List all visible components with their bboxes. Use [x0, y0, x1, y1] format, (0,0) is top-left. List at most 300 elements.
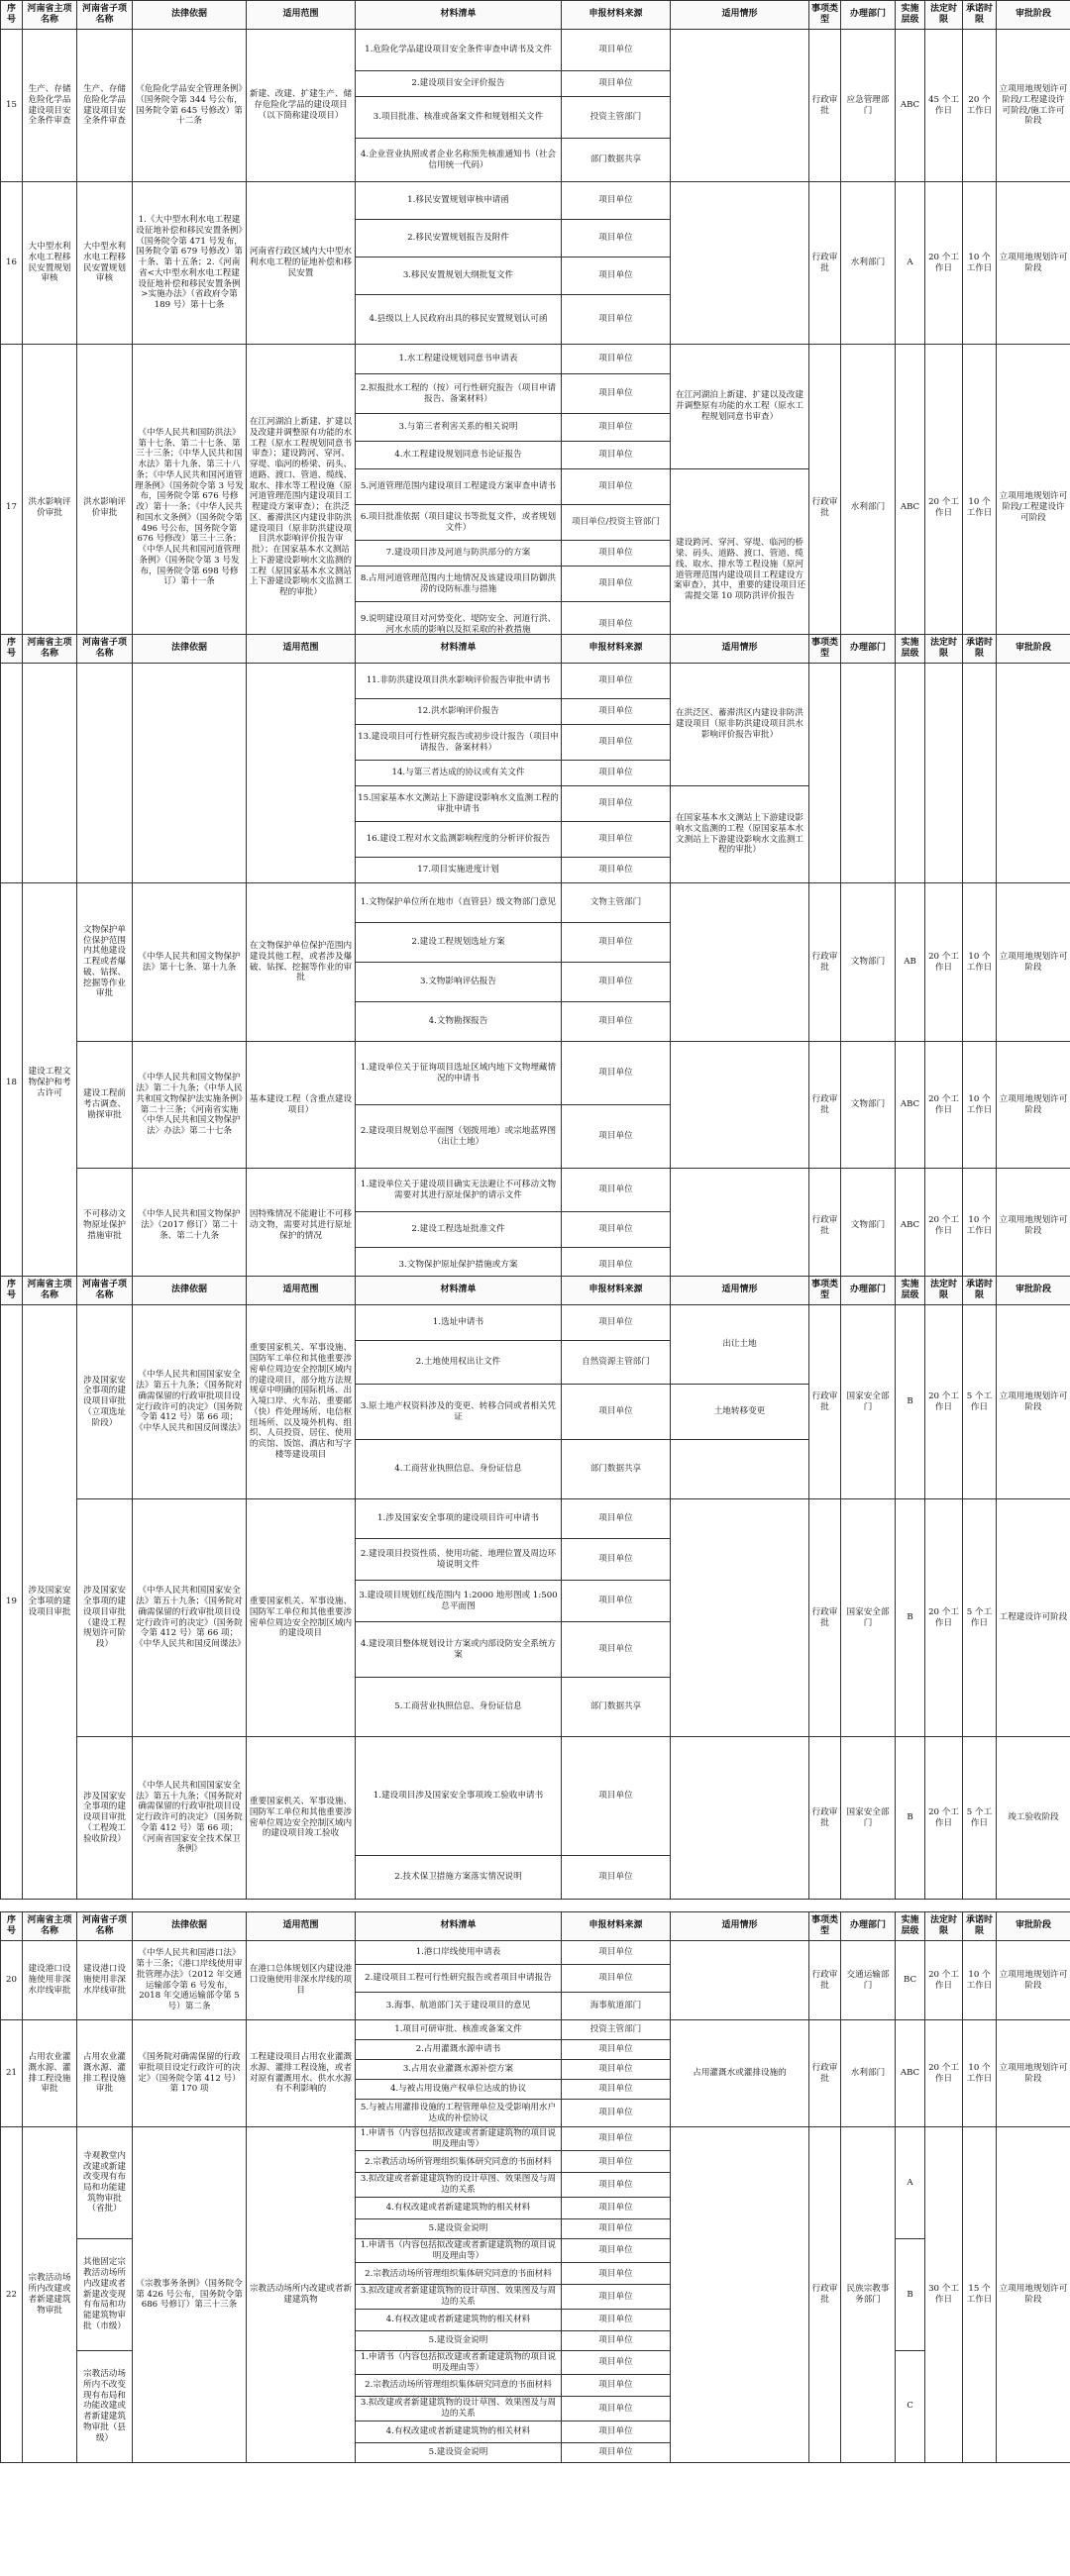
header-stage: 审批阶段 [997, 1, 1070, 30]
row-promise: 10 个工作日 [963, 345, 997, 671]
material-source: 项目单位 [562, 2173, 671, 2197]
row-basis: 《中华人民共和国国家安全法》第五十九条；《国务院对确需保留的行政审批项目设定行政许可的决定》（国务院令第 412 号）第 66 项；《河南省国家安全技术保卫条例》 [133, 1737, 247, 1900]
material-source: 项目单位 [562, 602, 671, 648]
row-sub: 建设工程前考古调查、勘探审批 [77, 1042, 133, 1169]
material-source: 项目单位 [562, 822, 671, 858]
header-source: 申报材料来源 [562, 1277, 671, 1305]
header-seq: 序号 [1, 1912, 23, 1941]
row-type: 行政审批 [809, 345, 841, 671]
material-source: 项目单位 [562, 1169, 671, 1212]
header-item: 河南省主项名称 [23, 1912, 77, 1941]
row-legal: 20 个工作日 [925, 182, 963, 345]
header-sub: 河南省子项名称 [77, 1, 133, 30]
row-stage: 工程建设许可阶段 [997, 1499, 1070, 1737]
row-level: A [896, 182, 925, 345]
material-source: 项目单位 [562, 2309, 671, 2330]
material-item: 17.项目实施进度计划 [356, 858, 562, 883]
row-level: B [896, 1737, 925, 1900]
header-basis: 法律依据 [133, 1912, 247, 1941]
material-item: 1.申请书（内容包括拟改建或者新建建筑物的项目说明及理由等） [356, 2238, 562, 2262]
material-item: 15.国家基本水文测站上下游建设影响水文监测工程的审批申请书 [356, 786, 562, 822]
approval-table [0, 1911, 1070, 2463]
table-section-2 [0, 634, 1070, 1284]
header-materials: 材料清单 [356, 635, 562, 664]
table-section-3 [0, 1276, 1070, 1900]
header-basis: 法律依据 [133, 1277, 247, 1305]
row-sub: 占用农业灌溉水源、灌排工程设施审批 [77, 2020, 133, 2127]
table-row [1, 1737, 1070, 1856]
header-legal: 法定时限 [925, 1277, 963, 1305]
header-promise: 承诺时限 [963, 1, 997, 30]
row-scope: 重要国家机关、军事设施、国防军工单位和其他重要涉密单位周边安全控制区域内的建设项目，部分地方法规规章中明确的国际机场、出入境口岸、火车站、重要邮（快）件处理场所、电信枢纽场所、以及境外机构、组织、人员投资、居住、使用的宾馆、饭馆、酒店和写字楼等建设项目 [247, 1305, 356, 1499]
approval-table [0, 0, 1070, 671]
header-situation: 适用情形 [671, 1, 809, 30]
material-item: 3.文物影响评估报告 [356, 963, 562, 1002]
header-situation: 适用情形 [671, 1277, 809, 1305]
row-seq: 16 [1, 182, 23, 345]
row-situation: 建设跨河、穿河、穿堤、临河的桥梁、码头、道路、渡口、管道、缆线、取水、排水等工程设施（原河道管理范围内建设项目工程建设方案审查），其中，重要的建设项目还需提交第 10 项防洪评价报告 [671, 469, 809, 671]
material-source: 项目单位 [562, 2397, 671, 2421]
header-promise: 承诺时限 [963, 1912, 997, 1941]
row-situation: 在江河湖泊上新建、扩建以及改建并调整原有功能的水工程（原水工程规划同意书审查） [671, 345, 809, 469]
row-item: 大中型水利水电工程移民安置规划审核 [23, 182, 77, 345]
row-situation [671, 182, 809, 345]
row-basis: 《国务院对确需保留的行政审批项目设定行政许可的决定》（国务院令第 412 号）第 170 项 [133, 2020, 247, 2127]
row-stage: 立项用地规划许可阶段 [997, 182, 1070, 345]
material-item: 5.建设资金说明 [356, 2330, 562, 2350]
material-item: 3.拟改建或者新建建筑物的设计草图、效果图及与周边的关系 [356, 2397, 562, 2421]
material-item: 6.项目批准依据（项目建议书等批复文件，或者规划文件） [356, 505, 562, 541]
row-seq: 19 [1, 1305, 23, 1900]
material-source: 项目单位 [562, 469, 671, 505]
material-source: 项目单位 [562, 725, 671, 761]
material-item: 2.宗教活动场所管理组织集体研究同意的书面材料 [356, 2151, 562, 2173]
material-source: 项目单位 [562, 1002, 671, 1042]
material-source: 投资主管部门 [562, 97, 671, 139]
table-row [1, 1305, 1070, 1341]
row-seq: 15 [1, 30, 23, 182]
material-item: 4.企业营业执照或者企业名称预先核准通知书（社会信用统一代码） [356, 139, 562, 182]
row-legal: 45 个工作日 [925, 30, 963, 182]
row-promise: 10 个工作日 [963, 1941, 997, 2020]
row-dept: 国家安全部门 [841, 1737, 896, 1900]
header-source: 申报材料来源 [562, 1, 671, 30]
material-source: 项目单位 [562, 761, 671, 786]
row-legal: 20 个工作日 [925, 1169, 963, 1284]
header-item: 河南省主项名称 [23, 1, 77, 30]
material-item: 3.海事、航道部门关于建设项目的意见 [356, 1993, 562, 2020]
material-item: 7.建设项目涉及河道与防洪部分的方案 [356, 541, 562, 567]
row-seq: 17 [1, 345, 23, 671]
row-situation: 在洪泛区、蓄滞洪区内建设非防洪建设项目（原非防洪建设项目洪水影响评价报告审批） [671, 664, 809, 786]
header-scope: 适用范围 [247, 635, 356, 664]
material-source: 项目单位 [562, 541, 671, 567]
material-item: 4.文物勘探报告 [356, 1002, 562, 1042]
material-item: 2.建设工程选址批准文件 [356, 1212, 562, 1248]
material-source: 项目单位 [562, 1499, 671, 1539]
material-source: 项目单位 [562, 1539, 671, 1581]
row-promise: 5 个工作日 [963, 1499, 997, 1737]
approval-table [0, 634, 1070, 1284]
header-level: 实施层级 [896, 1277, 925, 1305]
material-item: 4.有权改建或者新建建筑物的相关材料 [356, 2197, 562, 2218]
header-item: 河南省主项名称 [23, 635, 77, 664]
row-promise: 10 个工作日 [963, 182, 997, 345]
row-dept: 国家安全部门 [841, 1305, 896, 1499]
material-source: 项目单位 [562, 2350, 671, 2374]
table-row [1, 664, 1070, 699]
row-seq: 21 [1, 2020, 23, 2127]
material-item: 2.拟报批水工程的（按）可行性研究报告（项目申请报告、备案材料） [356, 374, 562, 414]
material-item: 2.宗教活动场所管理组织集体研究同意的书面材料 [356, 2263, 562, 2285]
material-item: 2.土地使用权出让文件 [356, 1341, 562, 1385]
material-source: 项目单位 [562, 1965, 671, 1993]
material-source: 自然资源主管部门 [562, 1341, 671, 1385]
material-source: 项目单位 [562, 2442, 671, 2462]
material-item: 11.非防洪建设项目洪水影响评价报告审批申请书 [356, 664, 562, 699]
header-promise: 承诺时限 [963, 635, 997, 664]
row-item: 生产、存储危险化学品建设项目安全条件审查 [23, 30, 77, 182]
row-type: 行政审批 [809, 1042, 841, 1169]
header-situation: 适用情形 [671, 635, 809, 664]
material-item: 1.移民安置规划审核申请函 [356, 182, 562, 220]
row-sub: 涉及国家安全事项的建设项目审批（建设工程规划许可阶段） [77, 1499, 133, 1737]
material-source: 项目单位 [562, 345, 671, 374]
header-sub: 河南省子项名称 [77, 635, 133, 664]
material-item: 3.移民安置规划大纲批复文件 [356, 258, 562, 295]
row-basis: 《中华人民共和国防洪法》第十七条、第二十七条、第三十三条；《中华人民共和国水法》第十九条、第三十八条；《中华人民共和国河道管理条例》（国务院令第 3 号发布，国务院令第 676 号修改）第十一条；《中华人民共和国水文条例》（国务院令第 496 号公布，国务院令第 676 号修改）第三十三条；《中华人民共和国河道管理条例》（国务院令第 3 号发布，国务院令第 698 号修订）第十一条 [133, 345, 247, 671]
row-promise: 20 个工作日 [963, 30, 997, 182]
row-sub: 大中型水利水电工程移民安置规划审核 [77, 182, 133, 345]
header-scope: 适用范围 [247, 1277, 356, 1305]
row-dept: 文物部门 [841, 1042, 896, 1169]
material-item: 9.说明建设项目对河势变化、堤防安全、河道行洪、河水水质的影响以及拟采取的补救措施 [356, 602, 562, 648]
row-legal: 20 个工作日 [925, 2020, 963, 2127]
row-type: 行政审批 [809, 883, 841, 1042]
row-sub: 生产、存储危险化学品建设项目安全条件审查 [77, 30, 133, 182]
material-item: 4.有权改建或者新建建筑物的相关材料 [356, 2309, 562, 2330]
row-scope: 新建、改建、扩建生产、储存危险化学品的建设项目（以下简称建设项目） [247, 30, 356, 182]
header-sub: 河南省子项名称 [77, 1277, 133, 1305]
row-type: 行政审批 [809, 1737, 841, 1900]
row-item: 涉及国家安全事项的建设项目审批 [23, 1305, 77, 1900]
material-item: 3.与第三者利害关系的相关说明 [356, 414, 562, 442]
material-source: 项目单位 [562, 414, 671, 442]
row-promise: 15 个工作日 [963, 2127, 997, 2463]
row-type: 行政审批 [809, 2020, 841, 2127]
material-item: 2.建设工程规划选址方案 [356, 923, 562, 963]
header-sub: 河南省子项名称 [77, 1912, 133, 1941]
material-item: 1.水工程建设规划同意书申请表 [356, 345, 562, 374]
material-source: 项目单位 [562, 1622, 671, 1678]
header-dept: 办理部门 [841, 1912, 896, 1941]
row-promise: 5 个工作日 [963, 1305, 997, 1499]
row-dept: 交通运输部门 [841, 1941, 896, 2020]
header-level: 实施层级 [896, 1, 925, 30]
row-scope: 在江河湖泊上新建、扩建以及改建并调整原有功能的水工程（原水工程规划同意书审查）；建设跨河、穿河、穿堤、临河的桥梁、码头、道路、渡口、管道、缆线、取水、排水等工程设施（原河道管理范围内建设项目工程建设方案审查）；在洪泛区、蓄滞洪区内建设非防洪建设项目（原非防洪建设项目洪水影响评价报告审批）；在国家基本水文测站上下游建设影响水文监测的工程（原国家基本水文测站上下游建设影响水文监测工程的审批） [247, 345, 356, 671]
row-item: 洪水影响评价审批 [23, 345, 77, 671]
approval-table [0, 1276, 1070, 1900]
material-source: 部门数据共享 [562, 1678, 671, 1737]
material-source: 项目单位 [562, 182, 671, 220]
material-source: 项目单位 [562, 786, 671, 822]
table-row [1, 2020, 1070, 2040]
material-source: 项目单位 [562, 1305, 671, 1341]
row-legal: 20 个工作日 [925, 1941, 963, 2020]
header-legal: 法定时限 [925, 635, 963, 664]
row-promise: 10 个工作日 [963, 2020, 997, 2127]
header-basis: 法律依据 [133, 635, 247, 664]
row-sub: 建设港口设施使用非深水岸线审批 [77, 1941, 133, 2020]
row-dept: 文物部门 [841, 883, 896, 1042]
row-sub: 洪水影响评价审批 [77, 345, 133, 671]
header-type: 事项类型 [809, 1, 841, 30]
material-source: 项目单位 [562, 1385, 671, 1440]
material-source: 项目单位 [562, 2263, 671, 2285]
table-row [1, 883, 1070, 923]
header-level: 实施层级 [896, 635, 925, 664]
material-item: 4.县级以上人民政府出具的移民安置规划认可函 [356, 295, 562, 345]
row-basis: 《中华人民共和国文物保护法》（2017 修订）第二十条、第二十九条 [133, 1169, 247, 1284]
row-stage: 竣工验收阶段 [997, 1737, 1070, 1900]
material-item: 5.工商营业执照信息、身份证信息 [356, 1678, 562, 1737]
header-source: 申报材料来源 [562, 1912, 671, 1941]
row-basis: 《中华人民共和国国家安全法》第五十九条；《国务院对确需保留的行政审批项目设定行政许可的决定》（国务院令第 412 号）第 66 项；《中华人民共和国反间谍法》 [133, 1499, 247, 1737]
row-promise: 10 个工作日 [963, 883, 997, 1042]
row-level: C [896, 2350, 925, 2462]
material-item: 5.与被占用灌排设施的工程管理单位及受影响用水户达成的补偿协议 [356, 2100, 562, 2127]
material-source: 项目单位 [562, 258, 671, 295]
header-materials: 材料清单 [356, 1912, 562, 1941]
material-source: 项目单位 [562, 295, 671, 345]
row-dept: 民族宗教事务部门 [841, 2127, 896, 2463]
material-item: 3.建设项目规划红线范围内 1:2000 地形图或 1:500 总平面图 [356, 1581, 562, 1622]
material-source: 项目单位/投资主管部门 [562, 505, 671, 541]
header-source: 申报材料来源 [562, 635, 671, 664]
material-source: 项目单位 [562, 1941, 671, 1965]
table-row [1, 2127, 1070, 2151]
row-level: ABC [896, 1042, 925, 1169]
header-dept: 办理部门 [841, 1277, 896, 1305]
row-promise: 5 个工作日 [963, 1737, 997, 1900]
material-source: 项目单位 [562, 2151, 671, 2173]
table-row [1, 1499, 1070, 1539]
material-source: 项目单位 [562, 374, 671, 414]
row-stage: 立项用地规划许可阶段/工程建设许可阶段/施工许可阶段 [997, 30, 1070, 182]
table-header-row [1, 635, 1070, 664]
row-scope: 工程建设项目占用农业灌溉水源、灌排工程设施，或者对原有灌溉用水、供水水源有不利影响的 [247, 2020, 356, 2127]
material-source: 项目单位 [562, 30, 671, 71]
header-legal: 法定时限 [925, 1912, 963, 1941]
material-source: 海事航道部门 [562, 1993, 671, 2020]
row-situation: 在国家基本水文测站上下游建设影响水文监测的工程（原国家基本水文测站上下游建设影响水文监测工程的审批） [671, 786, 809, 883]
row-situation: 土地转移变更 [671, 1385, 809, 1440]
row-stage: 立项用地规划许可阶段 [997, 2020, 1070, 2127]
material-source: 项目单位 [562, 2375, 671, 2397]
header-type: 事项类型 [809, 1277, 841, 1305]
row-stage: 立项用地规划许可阶段 [997, 1042, 1070, 1169]
material-source: 部门数据共享 [562, 139, 671, 182]
material-source: 项目单位 [562, 2197, 671, 2218]
row-legal: 20 个工作日 [925, 1499, 963, 1737]
row-promise: 10 个工作日 [963, 1042, 997, 1169]
table-header-row [1, 1912, 1070, 1941]
row-promise: 10 个工作日 [963, 1169, 997, 1284]
material-item: 5.建设资金说明 [356, 2442, 562, 2462]
header-seq: 序号 [1, 1, 23, 30]
material-source: 项目单位 [562, 2040, 671, 2060]
row-basis: 《中华人民共和国港口法》第十三条；《港口岸线使用审批管理办法》（2012 年交通运输部令第 6 号发布，2018 年交通运输部令第 5 号）第二条 [133, 1941, 247, 2020]
row-stage: 立项用地规划许可阶段 [997, 1941, 1070, 2020]
row-scope: 在港口总体规划区内建设港口设施使用非深水岸线的项目 [247, 1941, 356, 2020]
header-materials: 材料清单 [356, 1, 562, 30]
row-stage: 立项用地规划许可阶段 [997, 883, 1070, 1042]
row-dept: 应急管理部门 [841, 30, 896, 182]
row-dept: 国家安全部门 [841, 1499, 896, 1737]
table-section-4 [0, 1911, 1070, 2463]
material-source: 项目单位 [562, 923, 671, 963]
material-item: 2.技术保卫措施方案落实情况说明 [356, 1856, 562, 1900]
row-level: B [896, 2238, 925, 2350]
header-item: 河南省主项名称 [23, 1277, 77, 1305]
row-level: ABC [896, 30, 925, 182]
material-item: 8.占用河道管理范围内土地情况及该建设项目防御洪涝的设防标准与措施 [356, 567, 562, 602]
material-item: 1.文物保护单位所在地市（直管县）级文物部门意见 [356, 883, 562, 923]
material-source: 项目单位 [562, 664, 671, 699]
row-stage: 立项用地规划许可阶段 [997, 1169, 1070, 1284]
header-promise: 承诺时限 [963, 1277, 997, 1305]
material-item: 1.危险化学品建设项目安全条件审查申请书及文件 [356, 30, 562, 71]
header-scope: 适用范围 [247, 1912, 356, 1941]
header-dept: 办理部门 [841, 635, 896, 664]
material-item: 1.申请书（内容包括拟改建或者新建建筑物的项目说明及理由等） [356, 2350, 562, 2374]
material-source: 部门数据共享 [562, 1440, 671, 1499]
table-row [1, 182, 1070, 220]
material-source: 项目单位 [562, 1212, 671, 1248]
row-scope: 重要国家机关、军事设施、国防军工单位和其他重要涉密单位周边安全控制区域内的建设项目 [247, 1499, 356, 1737]
material-source: 项目单位 [562, 2330, 671, 2350]
row-legal: 20 个工作日 [925, 345, 963, 671]
row-seq: 18 [1, 883, 23, 1284]
row-dept: 水利部门 [841, 2020, 896, 2127]
row-legal: 20 个工作日 [925, 1305, 963, 1499]
row-level: B [896, 1499, 925, 1737]
material-source: 项目单位 [562, 2060, 671, 2080]
material-source: 项目单位 [562, 2100, 671, 2127]
row-level: B [896, 1305, 925, 1499]
material-source: 项目单位 [562, 1042, 671, 1105]
material-item: 3.占用农业灌溉水源补偿方案 [356, 2060, 562, 2080]
material-source: 项目单位 [562, 2421, 671, 2442]
row-type: 行政审批 [809, 1499, 841, 1737]
material-item: 4.有权改建或者新建建筑物的相关材料 [356, 2421, 562, 2442]
material-item: 2.建设项目安全评价报告 [356, 71, 562, 97]
material-item: 5.建设资金说明 [356, 2218, 562, 2238]
material-source: 项目单位 [562, 963, 671, 1002]
material-item: 2.占用灌溉水源申请书 [356, 2040, 562, 2060]
material-source: 项目单位 [562, 2285, 671, 2309]
material-item: 16.建设工程对水文监测影响程度的分析评价报告 [356, 822, 562, 858]
material-source: 项目单位 [562, 567, 671, 602]
material-source: 项目单位 [562, 2218, 671, 2238]
row-type: 行政审批 [809, 2127, 841, 2463]
material-item: 2.建设项目投资性质、使用功能、地理位置及周边环境说明文件 [356, 1539, 562, 1581]
table-header-row [1, 1277, 1070, 1305]
row-stage: 立项用地规划许可阶段/工程建设许可阶段 [997, 345, 1070, 671]
material-source: 项目单位 [562, 2238, 671, 2262]
material-item: 13.建设项目可行性研究报告或初步设计报告（项目申请报告、备案材料） [356, 725, 562, 761]
row-dept: 文物部门 [841, 1169, 896, 1284]
row-item: 建设港口设施使用非深水岸线审批 [23, 1941, 77, 2020]
row-type: 行政审批 [809, 1941, 841, 2020]
row-sub: 涉及国家安全事项的建设项目审批（工程竣工验收阶段） [77, 1737, 133, 1900]
row-stage: 立项用地规划许可阶段 [997, 2127, 1070, 2463]
row-scope: 因特殊情况不能避让不可移动文物，需要对其进行原址保护的情况 [247, 1169, 356, 1284]
material-source: 项目单位 [562, 1248, 671, 1284]
row-item: 宗教活动场所内改建或者新建建筑物审批 [23, 2127, 77, 2463]
row-scope: 重要国家机关、军事设施、国防军工单位和其他重要涉密单位周边安全控制区域内的建设项目竣工验收 [247, 1737, 356, 1900]
material-item: 3.原土地产权资料涉及的变更、转移合同或者相关凭证 [356, 1385, 562, 1440]
material-item: 1.建设项目涉及国家安全事项竣工验收申请书 [356, 1737, 562, 1856]
header-scope: 适用范围 [247, 1, 356, 30]
row-legal: 20 个工作日 [925, 1042, 963, 1169]
row-basis: 《中华人民共和国国家安全法》第五十九条；《国务院对确需保留的行政审批项目设定行政许可的决定》（国务院令第 412 号）第 66 项；《中华人民共和国反间谍法》 [133, 1305, 247, 1499]
row-basis: 《危险化学品安全管理条例》（国务院令第 344 号公布，国务院令第 645 号修改）第十二条 [133, 30, 247, 182]
header-stage: 审批阶段 [997, 1277, 1070, 1305]
header-type: 事项类型 [809, 635, 841, 664]
material-item: 4.与被占用设施产权单位达成的协议 [356, 2080, 562, 2100]
row-dept: 水利部门 [841, 345, 896, 671]
material-item: 1.涉及国家安全事项的建设项目许可申请书 [356, 1499, 562, 1539]
material-source: 项目单位 [562, 699, 671, 725]
row-seq: 20 [1, 1941, 23, 2020]
row-sub: 文物保护单位保护范围内其他建设工程或者爆破、钻探、挖掘等作业审批 [77, 883, 133, 1042]
row-item: 建设工程文物保护和考古许可 [23, 883, 77, 1284]
row-item: 占用农业灌溉水源、灌排工程设施审批 [23, 2020, 77, 2127]
row-dept: 水利部门 [841, 182, 896, 345]
material-source: 项目单位 [562, 2127, 671, 2151]
row-basis: 1.《大中型水利水电工程建设征地补偿和移民安置条例》（国务院令第 471 号发布，国务院令第 679 号修改）第十条、第十五条；2.《河南省<大中型水利水电工程建设征地补偿和移民安置条例>实施办法》（省政府令第 189 号）第十七条 [133, 182, 247, 345]
material-source: 项目单位 [562, 71, 671, 97]
material-item: 1.建设单位关于征询项目选址区域内地下文物埋藏情况的申请书 [356, 1042, 562, 1105]
material-item: 12.洪水影响评价报告 [356, 699, 562, 725]
row-sub: 涉及国家安全事项的建设项目审批（立项选址阶段） [77, 1305, 133, 1499]
material-item: 3.文物保护原址保护措施或方案 [356, 1248, 562, 1284]
row-level: A [896, 2127, 925, 2239]
row-scope: 基本建设工程（含重点建设项目） [247, 1042, 356, 1169]
table-header-row [1, 1, 1070, 30]
material-source: 项目单位 [562, 442, 671, 469]
row-sub: 其他固定宗教活动场所内改建或者新建改变现有布局和功能建筑物审批（市级） [77, 2238, 133, 2350]
material-source: 项目单位 [562, 2080, 671, 2100]
row-sub: 寺观教堂内改建或新建改变现有布局和功能建筑物审批（省批） [77, 2127, 133, 2239]
material-item: 14.与第三者达成的协议或有关文件 [356, 761, 562, 786]
material-item: 1.申请书（内容包括拟改建或者新建建筑物的项目说明及理由等） [356, 2127, 562, 2151]
header-seq: 序号 [1, 1277, 23, 1305]
row-type: 行政审批 [809, 30, 841, 182]
row-type: 行政审批 [809, 182, 841, 345]
header-materials: 材料清单 [356, 1277, 562, 1305]
row-basis: 《宗教事务条例》（国务院令第 426 号公布，国务院令第 686 号修订）第三十三条 [133, 2127, 247, 2463]
material-source: 文物主管部门 [562, 883, 671, 923]
table-row [1, 30, 1070, 71]
material-item: 2.宗教活动场所管理组织集体研究同意的书面材料 [356, 2375, 562, 2397]
material-item: 1.选址申请书 [356, 1305, 562, 1341]
row-situation [671, 30, 809, 182]
row-type: 行政审批 [809, 1169, 841, 1284]
material-item: 2.建设项目工程可行性研究报告或者项目申请报告 [356, 1965, 562, 1993]
material-item: 1.港口岸线使用申请表 [356, 1941, 562, 1965]
